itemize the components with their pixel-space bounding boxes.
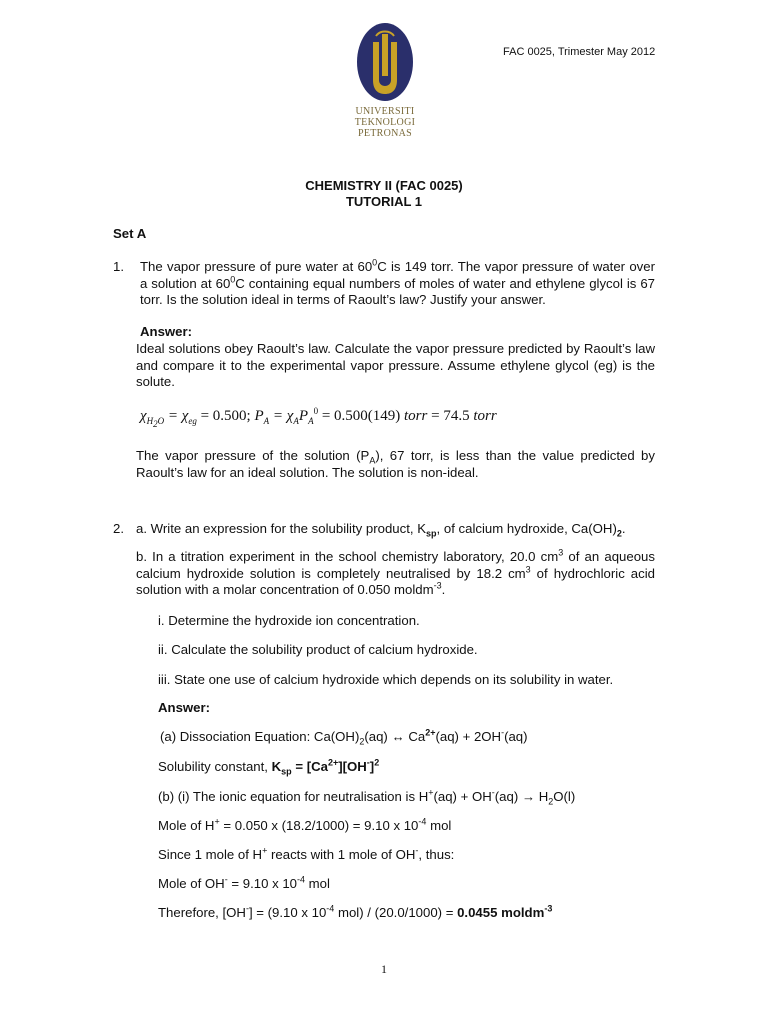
logo-wordmark: UNIVERSITI TEKNOLOGI PETRONAS (354, 106, 416, 139)
dissociation-equation: (a) Dissociation Equation: $Ca(OH)_2(aq)$ ↔ $Ca^{2+}(aq) + 2OH^-(aq)$ (160, 727, 528, 747)
mole-h-calculation: Mole of H+ = 0.050 x (18.2/1000) = 9.10 x $10^{-4}$ mol (158, 816, 452, 833)
neutralisation-equation: (b) (i) The ionic equation for neutralisation is $H^+(aq) + OH^-(aq) \to H_2O(l)$ (158, 787, 576, 807)
question-1-conclusion: The vapor pressure of the solution $(P_A)$, 67 torr, is less than the value predicted by Raoult’s law for an ideal solution. The solution is non-ideal. (136, 448, 655, 480)
ksp-expression: Solubility constant, $K_{sp} = [Ca^{2+}][OH^-]^2$ (158, 757, 380, 777)
question-2b-i: i. Determine the hydroxide ion concentration. (158, 613, 420, 628)
question-2b-ii: ii. Calculate the solubility product of calcium hydroxide. (158, 642, 478, 657)
mole-oh-calculation: Mole of OH- = 9.10 x $10^{-4}$ mol (158, 874, 330, 891)
question-2b-text: b. In a titration experiment in the school chemistry laboratory, 20.0 $cm^3$ of an aqueous calcium hydroxide solution is completely neutralised by 18.2 $cm^3$ of hydrochloric acid solution with a molar concentration of 0.050 moldm$^{-3}$. (136, 547, 655, 598)
course-reference: FAC 0025, Trimester May 2012 (503, 46, 656, 58)
question-2-answer-label: Answer: (158, 700, 211, 715)
page-number: 1 (381, 962, 387, 976)
document-title: CHEMISTRY II (FAC 0025) (305, 178, 463, 193)
logo-emblem-icon (355, 22, 415, 104)
question-1-text: The vapor pressure of pure water at $60^0C$ is 149 torr. The vapor pressure of water over a solution at $60^0C$ containing equal numbers of moles of water and ethylene glycol is 67 torr. Is the solution ideal in terms of Raoult’s law? Justify your answer. (140, 257, 655, 308)
raoult-equation: $\chi_{H_2O} = \chi_{eg} = 0.500$; $P_A = \chi_AP_A^0 = 0.500(149)$ torr = 74.5 torr (140, 406, 497, 429)
university-logo (354, 22, 416, 139)
hydroxide-concentration-result: Therefore, [OH-] = (9.10 x $10^{-4}$ mol) / (20.0/1000) = 0.0455 moldm$^{-3}$ (158, 903, 553, 920)
question-1-number: 1. (113, 259, 124, 274)
set-label: Set A (113, 226, 147, 241)
document-subtitle: TUTORIAL 1 (345, 194, 423, 209)
question-2a-text: a. Write an expression for the solubility product, $K_{sp}$, of calcium hydroxide, $Ca(OH)_2$. (136, 521, 626, 539)
question-1-answer-text: Ideal solutions obey Raoult’s law. Calculate the vapor pressure predicted by Raoult’s law and compare it to the experimental vapor pressure. Assume ethylene glycol (eg) is the solute. (136, 341, 655, 390)
question-2b-iii: iii. State one use of calcium hydroxide which depends on its solubility in water. (158, 672, 614, 687)
question-2-number: 2. (113, 521, 124, 536)
mole-ratio-statement: Since 1 mole of H+ reacts with 1 mole of OH-, thus: (158, 845, 455, 862)
question-1-answer-label: Answer: (140, 324, 193, 339)
